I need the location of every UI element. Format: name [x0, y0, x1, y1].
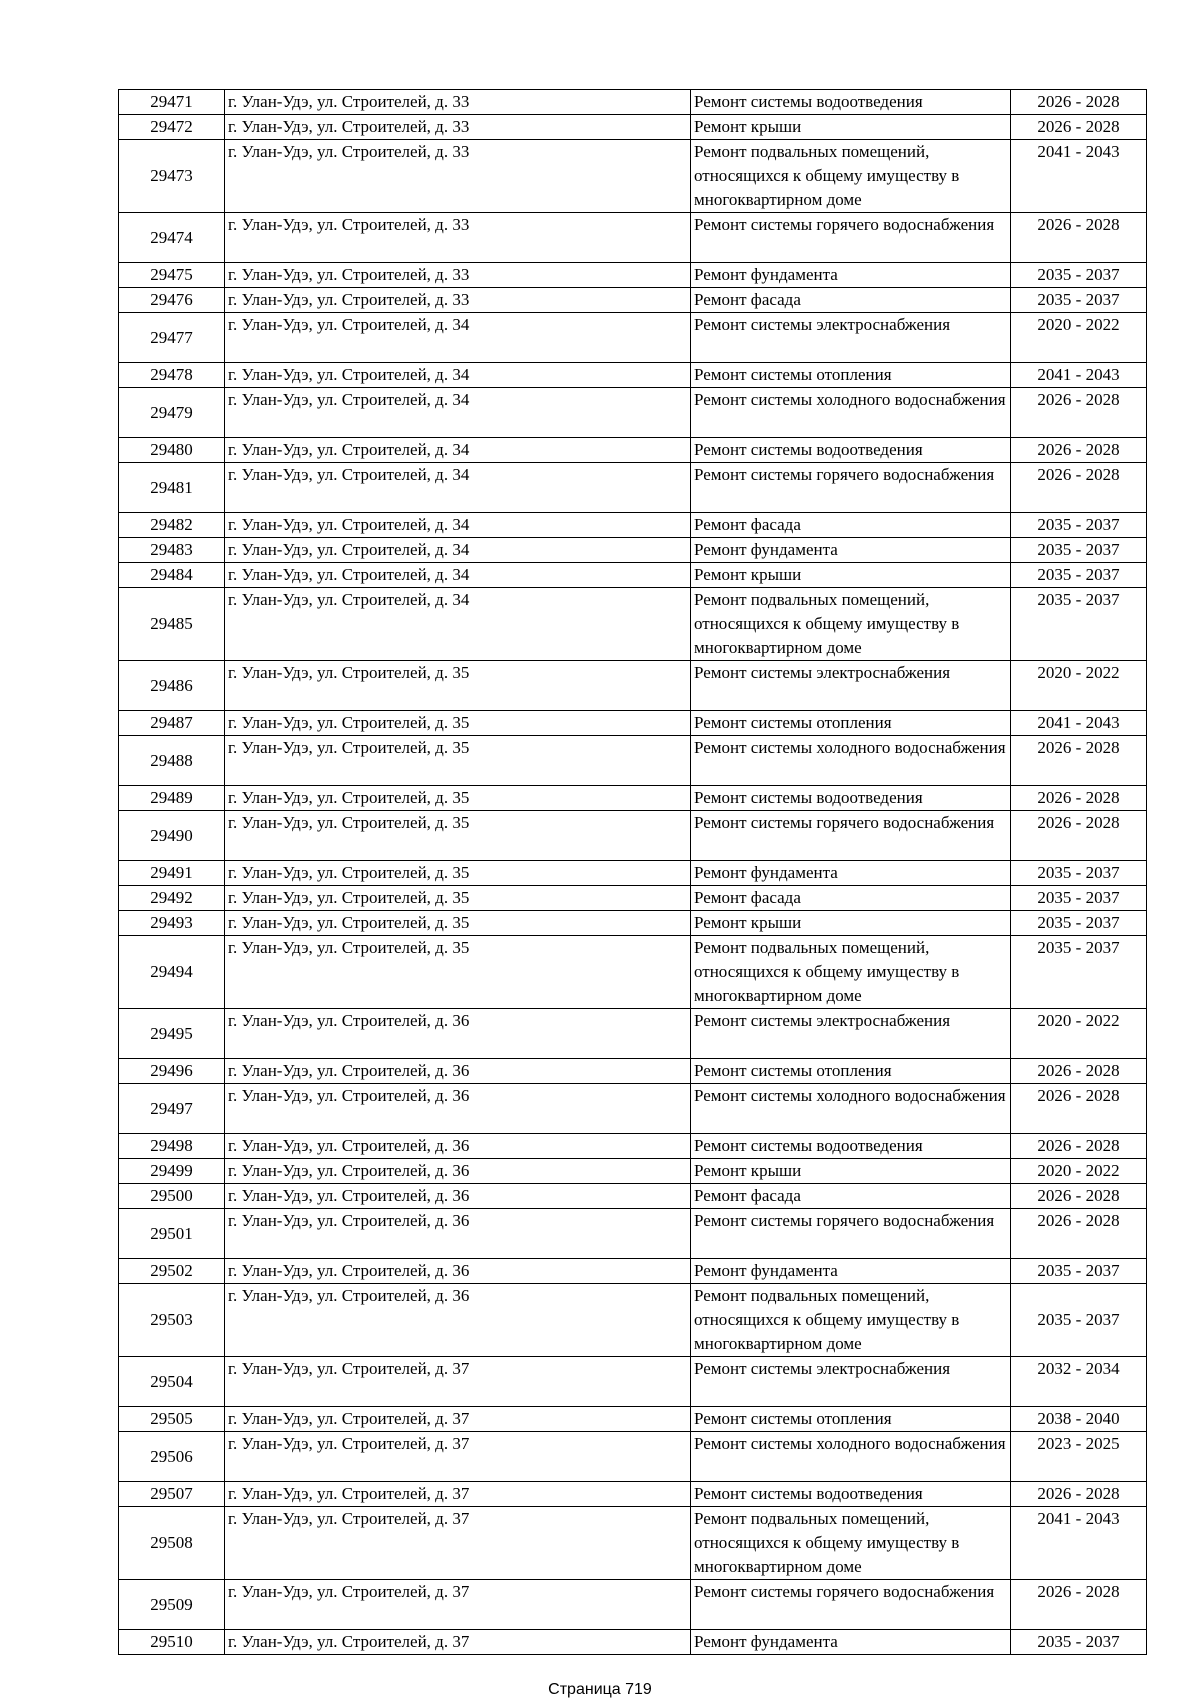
period-cell: 2026 - 2028 — [1011, 388, 1147, 438]
address-cell: г. Улан-Удэ, ул. Строителей, д. 34 — [225, 388, 691, 438]
period-cell: 2023 - 2025 — [1011, 1432, 1147, 1482]
row-number-cell: 29507 — [119, 1482, 225, 1507]
table-row — [119, 1159, 1147, 1184]
period-cell: 2026 - 2028 — [1011, 213, 1147, 263]
address-cell: г. Улан-Удэ, ул. Строителей, д. 34 — [225, 588, 691, 661]
address-cell: г. Улан-Удэ, ул. Строителей, д. 34 — [225, 463, 691, 513]
address-cell: г. Улан-Удэ, ул. Строителей, д. 33 — [225, 115, 691, 140]
address-cell: г. Улан-Удэ, ул. Строителей, д. 35 — [225, 661, 691, 711]
address-cell: г. Улан-Удэ, ул. Строителей, д. 37 — [225, 1507, 691, 1580]
row-number-cell: 29477 — [119, 313, 225, 363]
work-type-cell: Ремонт подвальных помещений, относящихся к общему имуществу в многоквартирном доме — [691, 1507, 1011, 1580]
period-cell: 2026 - 2028 — [1011, 1580, 1147, 1630]
address-cell: г. Улан-Удэ, ул. Строителей, д. 35 — [225, 711, 691, 736]
period-cell: 2035 - 2037 — [1011, 588, 1147, 661]
address-cell: г. Улан-Удэ, ул. Строителей, д. 35 — [225, 811, 691, 861]
table-row — [119, 140, 1147, 213]
address-cell: г. Улан-Удэ, ул. Строителей, д. 37 — [225, 1432, 691, 1482]
table-row — [119, 263, 1147, 288]
period-cell: 2026 - 2028 — [1011, 1482, 1147, 1507]
row-number-cell: 29473 — [119, 140, 225, 213]
table-row — [119, 786, 1147, 811]
work-type-cell: Ремонт фасада — [691, 513, 1011, 538]
row-number-cell: 29502 — [119, 1259, 225, 1284]
address-cell: г. Улан-Удэ, ул. Строителей, д. 36 — [225, 1134, 691, 1159]
work-type-cell: Ремонт системы водоотведения — [691, 1134, 1011, 1159]
address-cell: г. Улан-Удэ, ул. Строителей, д. 35 — [225, 736, 691, 786]
row-number-cell: 29504 — [119, 1357, 225, 1407]
row-number-cell: 29479 — [119, 388, 225, 438]
period-cell: 2026 - 2028 — [1011, 1209, 1147, 1259]
work-type-cell: Ремонт системы отопления — [691, 363, 1011, 388]
work-type-cell: Ремонт крыши — [691, 911, 1011, 936]
table-row — [119, 861, 1147, 886]
row-number-cell: 29506 — [119, 1432, 225, 1482]
period-cell: 2026 - 2028 — [1011, 786, 1147, 811]
address-cell: г. Улан-Удэ, ул. Строителей, д. 36 — [225, 1284, 691, 1357]
period-cell: 2041 - 2043 — [1011, 363, 1147, 388]
work-type-cell: Ремонт системы водоотведения — [691, 90, 1011, 115]
address-cell: г. Улан-Удэ, ул. Строителей, д. 37 — [225, 1357, 691, 1407]
period-cell: 2026 - 2028 — [1011, 1184, 1147, 1209]
period-cell: 2026 - 2028 — [1011, 1134, 1147, 1159]
row-number-cell: 29486 — [119, 661, 225, 711]
row-number-cell: 29503 — [119, 1284, 225, 1357]
work-type-cell: Ремонт системы водоотведения — [691, 786, 1011, 811]
work-type-cell: Ремонт системы электроснабжения — [691, 661, 1011, 711]
period-cell: 2035 - 2037 — [1011, 263, 1147, 288]
period-cell: 2035 - 2037 — [1011, 1630, 1147, 1655]
address-cell: г. Улан-Удэ, ул. Строителей, д. 35 — [225, 886, 691, 911]
row-number-cell: 29488 — [119, 736, 225, 786]
table-row — [119, 1432, 1147, 1482]
address-cell: г. Улан-Удэ, ул. Строителей, д. 34 — [225, 538, 691, 563]
table-row — [119, 513, 1147, 538]
table-row — [119, 388, 1147, 438]
table-row — [119, 1482, 1147, 1507]
period-cell: 2026 - 2028 — [1011, 736, 1147, 786]
address-cell: г. Улан-Удэ, ул. Строителей, д. 33 — [225, 213, 691, 263]
work-type-cell: Ремонт фундамента — [691, 1630, 1011, 1655]
address-cell: г. Улан-Удэ, ул. Строителей, д. 33 — [225, 263, 691, 288]
table-row — [119, 1184, 1147, 1209]
row-number-cell: 29491 — [119, 861, 225, 886]
period-cell: 2035 - 2037 — [1011, 886, 1147, 911]
period-cell: 2026 - 2028 — [1011, 1084, 1147, 1134]
address-cell: г. Улан-Удэ, ул. Строителей, д. 37 — [225, 1407, 691, 1432]
address-cell: г. Улан-Удэ, ул. Строителей, д. 35 — [225, 911, 691, 936]
table-row — [119, 911, 1147, 936]
row-number-cell: 29482 — [119, 513, 225, 538]
period-cell: 2041 - 2043 — [1011, 711, 1147, 736]
row-number-cell: 29475 — [119, 263, 225, 288]
period-cell: 2026 - 2028 — [1011, 438, 1147, 463]
row-number-cell: 29496 — [119, 1059, 225, 1084]
period-cell: 2035 - 2037 — [1011, 911, 1147, 936]
work-type-cell: Ремонт крыши — [691, 563, 1011, 588]
work-type-cell: Ремонт системы холодного водоснабжения — [691, 736, 1011, 786]
row-number-cell: 29471 — [119, 90, 225, 115]
period-cell: 2035 - 2037 — [1011, 861, 1147, 886]
address-cell: г. Улан-Удэ, ул. Строителей, д. 36 — [225, 1059, 691, 1084]
address-cell: г. Улан-Удэ, ул. Строителей, д. 36 — [225, 1084, 691, 1134]
period-cell: 2020 - 2022 — [1011, 1159, 1147, 1184]
period-cell: 2035 - 2037 — [1011, 563, 1147, 588]
row-number-cell: 29494 — [119, 936, 225, 1009]
address-cell: г. Улан-Удэ, ул. Строителей, д. 35 — [225, 861, 691, 886]
address-cell: г. Улан-Удэ, ул. Строителей, д. 34 — [225, 513, 691, 538]
period-cell: 2035 - 2037 — [1011, 288, 1147, 313]
address-cell: г. Улан-Удэ, ул. Строителей, д. 36 — [225, 1209, 691, 1259]
work-type-cell: Ремонт системы электроснабжения — [691, 1009, 1011, 1059]
row-number-cell: 29498 — [119, 1134, 225, 1159]
period-cell: 2026 - 2028 — [1011, 811, 1147, 861]
table-row — [119, 1507, 1147, 1580]
table-row — [119, 711, 1147, 736]
table-row — [119, 1284, 1147, 1357]
work-type-cell: Ремонт системы водоотведения — [691, 1482, 1011, 1507]
work-type-cell: Ремонт системы горячего водоснабжения — [691, 213, 1011, 263]
work-type-cell: Ремонт фундамента — [691, 263, 1011, 288]
address-cell: г. Улан-Удэ, ул. Строителей, д. 34 — [225, 363, 691, 388]
address-cell: г. Улан-Удэ, ул. Строителей, д. 34 — [225, 313, 691, 363]
table-row — [119, 538, 1147, 563]
period-cell: 2020 - 2022 — [1011, 313, 1147, 363]
table-row — [119, 1009, 1147, 1059]
row-number-cell: 29499 — [119, 1159, 225, 1184]
work-type-cell: Ремонт системы отопления — [691, 1059, 1011, 1084]
work-type-cell: Ремонт фасада — [691, 288, 1011, 313]
row-number-cell: 29481 — [119, 463, 225, 513]
period-cell: 2020 - 2022 — [1011, 1009, 1147, 1059]
table-row — [119, 811, 1147, 861]
work-type-cell: Ремонт системы электроснабжения — [691, 313, 1011, 363]
address-cell: г. Улан-Удэ, ул. Строителей, д. 36 — [225, 1184, 691, 1209]
row-number-cell: 29509 — [119, 1580, 225, 1630]
table-row — [119, 463, 1147, 513]
period-cell: 2026 - 2028 — [1011, 90, 1147, 115]
row-number-cell: 29483 — [119, 538, 225, 563]
period-cell: 2026 - 2028 — [1011, 463, 1147, 513]
table-row — [119, 588, 1147, 661]
address-cell: г. Улан-Удэ, ул. Строителей, д. 37 — [225, 1580, 691, 1630]
row-number-cell: 29476 — [119, 288, 225, 313]
row-number-cell: 29490 — [119, 811, 225, 861]
table-row — [119, 438, 1147, 463]
period-cell: 2041 - 2043 — [1011, 140, 1147, 213]
period-cell: 2026 - 2028 — [1011, 115, 1147, 140]
row-number-cell: 29480 — [119, 438, 225, 463]
address-cell: г. Улан-Удэ, ул. Строителей, д. 33 — [225, 140, 691, 213]
table-row — [119, 1209, 1147, 1259]
table-row — [119, 563, 1147, 588]
address-cell: г. Улан-Удэ, ул. Строителей, д. 34 — [225, 563, 691, 588]
work-type-cell: Ремонт подвальных помещений, относящихся к общему имуществу в многоквартирном доме — [691, 140, 1011, 213]
row-number-cell: 29474 — [119, 213, 225, 263]
page-number: Страница 719 — [548, 1681, 652, 1698]
row-number-cell: 29495 — [119, 1009, 225, 1059]
address-cell: г. Улан-Удэ, ул. Строителей, д. 36 — [225, 1259, 691, 1284]
row-number-cell: 29472 — [119, 115, 225, 140]
table-row — [119, 313, 1147, 363]
table-row — [119, 1084, 1147, 1134]
period-cell: 2035 - 2037 — [1011, 1259, 1147, 1284]
work-type-cell: Ремонт крыши — [691, 1159, 1011, 1184]
work-type-cell: Ремонт системы холодного водоснабжения — [691, 1084, 1011, 1134]
period-cell: 2041 - 2043 — [1011, 1507, 1147, 1580]
table-row — [119, 1259, 1147, 1284]
period-cell: 2035 - 2037 — [1011, 936, 1147, 1009]
table-row — [119, 886, 1147, 911]
table-row — [119, 1407, 1147, 1432]
row-number-cell: 29485 — [119, 588, 225, 661]
work-type-cell: Ремонт системы отопления — [691, 711, 1011, 736]
address-cell: г. Улан-Удэ, ул. Строителей, д. 34 — [225, 438, 691, 463]
period-cell: 2035 - 2037 — [1011, 513, 1147, 538]
row-number-cell: 29489 — [119, 786, 225, 811]
work-type-cell: Ремонт подвальных помещений, относящихся к общему имуществу в многоквартирном доме — [691, 1284, 1011, 1357]
table-row — [119, 661, 1147, 711]
work-type-cell: Ремонт системы холодного водоснабжения — [691, 388, 1011, 438]
work-type-cell: Ремонт фасада — [691, 1184, 1011, 1209]
row-number-cell: 29487 — [119, 711, 225, 736]
period-cell: 2032 - 2034 — [1011, 1357, 1147, 1407]
work-type-cell: Ремонт крыши — [691, 115, 1011, 140]
table-row — [119, 288, 1147, 313]
period-cell: 2035 - 2037 — [1011, 538, 1147, 563]
table-row — [119, 1059, 1147, 1084]
row-number-cell: 29505 — [119, 1407, 225, 1432]
row-number-cell: 29508 — [119, 1507, 225, 1580]
table-row — [119, 936, 1147, 1009]
address-cell: г. Улан-Удэ, ул. Строителей, д. 33 — [225, 90, 691, 115]
table-row — [119, 1630, 1147, 1655]
address-cell: г. Улан-Удэ, ул. Строителей, д. 36 — [225, 1159, 691, 1184]
work-type-cell: Ремонт системы холодного водоснабжения — [691, 1432, 1011, 1482]
address-cell: г. Улан-Удэ, ул. Строителей, д. 35 — [225, 786, 691, 811]
table-body — [119, 90, 1147, 1655]
row-number-cell: 29501 — [119, 1209, 225, 1259]
period-cell: 2020 - 2022 — [1011, 661, 1147, 711]
work-type-cell: Ремонт системы горячего водоснабжения — [691, 463, 1011, 513]
work-type-cell: Ремонт системы отопления — [691, 1407, 1011, 1432]
table-row — [119, 213, 1147, 263]
table-row — [119, 90, 1147, 115]
address-cell: г. Улан-Удэ, ул. Строителей, д. 36 — [225, 1009, 691, 1059]
row-number-cell: 29492 — [119, 886, 225, 911]
row-number-cell: 29484 — [119, 563, 225, 588]
work-type-cell: Ремонт фундамента — [691, 538, 1011, 563]
table-row — [119, 1134, 1147, 1159]
work-type-cell: Ремонт фасада — [691, 886, 1011, 911]
period-cell: 2038 - 2040 — [1011, 1407, 1147, 1432]
table-row — [119, 1580, 1147, 1630]
work-type-cell: Ремонт подвальных помещений, относящихся к общему имуществу в многоквартирном доме — [691, 936, 1011, 1009]
work-type-cell: Ремонт системы электроснабжения — [691, 1357, 1011, 1407]
row-number-cell: 29478 — [119, 363, 225, 388]
repair-schedule-table — [118, 89, 1147, 1655]
table-row — [119, 736, 1147, 786]
work-type-cell: Ремонт системы горячего водоснабжения — [691, 811, 1011, 861]
table-row — [119, 115, 1147, 140]
work-type-cell: Ремонт фундамента — [691, 1259, 1011, 1284]
work-type-cell: Ремонт системы горячего водоснабжения — [691, 1580, 1011, 1630]
work-type-cell: Ремонт подвальных помещений, относящихся к общему имуществу в многоквартирном доме — [691, 588, 1011, 661]
table-row — [119, 1357, 1147, 1407]
row-number-cell: 29500 — [119, 1184, 225, 1209]
table-row — [119, 363, 1147, 388]
period-cell: 2035 - 2037 — [1011, 1284, 1147, 1357]
row-number-cell: 29497 — [119, 1084, 225, 1134]
address-cell: г. Улан-Удэ, ул. Строителей, д. 37 — [225, 1482, 691, 1507]
period-cell: 2026 - 2028 — [1011, 1059, 1147, 1084]
row-number-cell: 29510 — [119, 1630, 225, 1655]
row-number-cell: 29493 — [119, 911, 225, 936]
work-type-cell: Ремонт системы горячего водоснабжения — [691, 1209, 1011, 1259]
work-type-cell: Ремонт системы водоотведения — [691, 438, 1011, 463]
address-cell: г. Улан-Удэ, ул. Строителей, д. 37 — [225, 1630, 691, 1655]
work-type-cell: Ремонт фундамента — [691, 861, 1011, 886]
address-cell: г. Улан-Удэ, ул. Строителей, д. 33 — [225, 288, 691, 313]
address-cell: г. Улан-Удэ, ул. Строителей, д. 35 — [225, 936, 691, 1009]
